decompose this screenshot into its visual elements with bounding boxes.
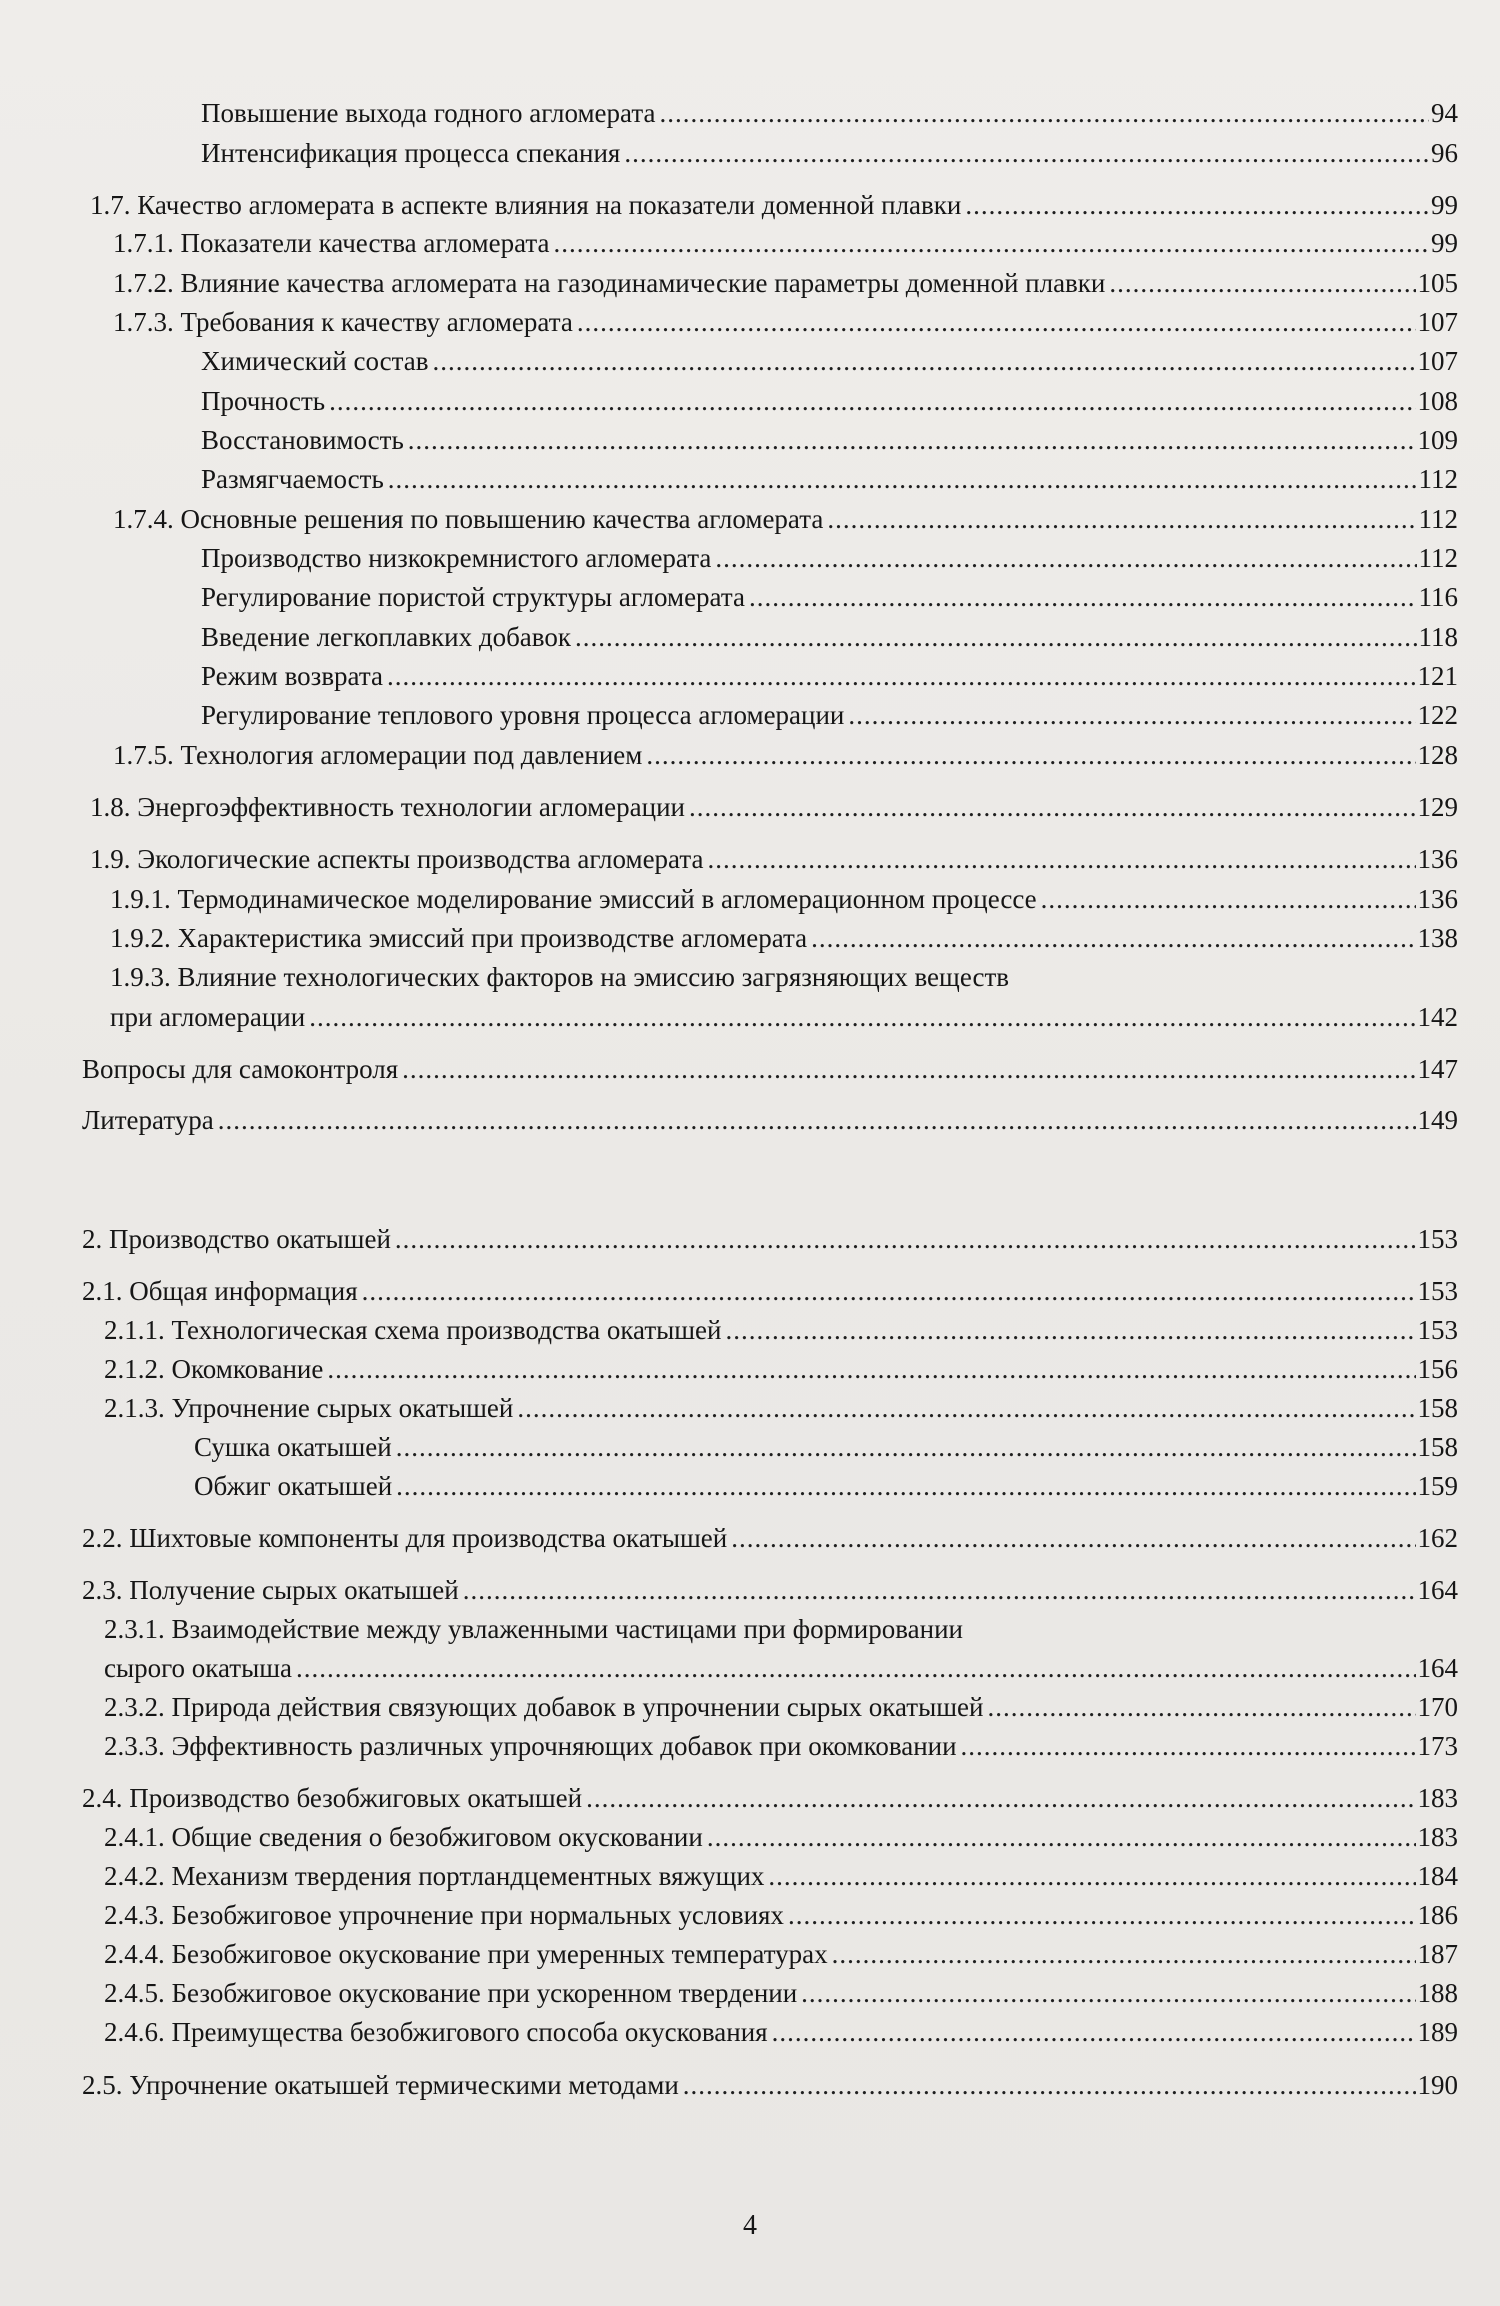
toc-entry xyxy=(113,305,1458,339)
toc-entry-title: Химический состав xyxy=(201,346,429,376)
toc-entry-page: 136 xyxy=(1417,884,1458,914)
toc-entry-title: Прочность xyxy=(201,386,326,416)
toc-entry-title: при агломерации xyxy=(110,1002,306,1032)
toc-entry-page: 112 xyxy=(1418,543,1458,573)
toc-entry-title: Регулирование пористой структуры агломерата xyxy=(201,582,745,612)
toc-entry-page: 108 xyxy=(1417,386,1458,416)
toc-entry-title: 1.8. Энергоэффективность технологии агломерации xyxy=(90,792,685,822)
toc-entry xyxy=(104,1391,1458,1425)
toc-leader-dots xyxy=(309,1000,1415,1034)
toc-entry-page: 186 xyxy=(1417,1900,1458,1930)
toc-entry xyxy=(201,620,1458,654)
toc-entry-page: 189 xyxy=(1417,2017,1458,2047)
toc-leader-dots xyxy=(646,738,1415,772)
toc-entry xyxy=(110,1000,1458,1034)
toc-entry xyxy=(104,2015,1458,2049)
toc-entry-page: 128 xyxy=(1417,740,1458,770)
toc-entry xyxy=(201,580,1458,614)
toc-entry-title: 2.1.3. Упрочнение сырых окатышей xyxy=(104,1393,514,1423)
toc-entry xyxy=(82,1222,1458,1256)
toc-entry-title: 1.7.3. Требования к качеству агломерата xyxy=(113,307,573,337)
toc-leader-dots xyxy=(987,1690,1415,1724)
toc-entry-page: 190 xyxy=(1417,2070,1458,2100)
toc-leader-dots xyxy=(731,1521,1415,1555)
toc-entry xyxy=(104,1898,1458,1932)
toc-leader-dots xyxy=(832,1937,1416,1971)
toc-leader-dots xyxy=(659,96,1429,130)
toc-entry xyxy=(82,2068,1458,2102)
toc-leader-dots xyxy=(726,1313,1416,1347)
toc-entry-title: 1.9.2. Характеристика эмиссий при производстве агломерата xyxy=(110,923,808,953)
toc-leader-dots xyxy=(463,1573,1416,1607)
toc-leader-dots xyxy=(327,1352,1415,1386)
toc-entry xyxy=(201,423,1458,457)
toc-entry-page: 158 xyxy=(1417,1432,1458,1462)
toc-entry-title: Интенсификация процесса спекания xyxy=(201,138,621,168)
toc-entry-page: 138 xyxy=(1417,923,1458,953)
toc-entry xyxy=(104,1352,1458,1386)
toc-leader-dots xyxy=(402,1052,1415,1086)
toc-entry-title: Литература xyxy=(82,1105,214,1135)
toc-entry-title: Производство низкокремнистого агломерата xyxy=(201,543,712,573)
toc-entry xyxy=(110,921,1458,955)
toc-entry-title: 2.1.1. Технологическая схема производства окатышей xyxy=(104,1315,722,1345)
toc-leader-dots xyxy=(707,1820,1416,1854)
toc-leader-dots xyxy=(848,698,1415,732)
toc-entry-title: 1.9.1. Термодинамическое моделирование эмиссий в агломерационном процессе xyxy=(110,884,1037,914)
toc-leader-dots xyxy=(553,226,1429,260)
toc-entry-page: 164 xyxy=(1417,1575,1458,1605)
toc-entry xyxy=(82,1103,1458,1137)
toc-entry-page: 142 xyxy=(1417,1002,1458,1032)
toc-entry xyxy=(194,1430,1458,1464)
toc-entry xyxy=(104,1729,1458,1763)
toc-entry-page: 159 xyxy=(1417,1471,1458,1501)
toc-leader-dots xyxy=(689,790,1416,824)
toc-entry-title: 2.3.2. Природа действия связующих добавок в упрочнении сырых окатышей xyxy=(104,1692,984,1722)
toc-leader-dots xyxy=(768,1859,1415,1893)
toc-entry-title: Введение легкоплавких добавок xyxy=(201,622,571,652)
toc-entry-page: 183 xyxy=(1417,1822,1458,1852)
toc-entry xyxy=(104,1976,1458,2010)
toc-entry-title: Сушка окатышей xyxy=(194,1432,392,1462)
toc-entry-page: 116 xyxy=(1418,582,1458,612)
toc-entry-title: 2.1. Общая информация xyxy=(82,1276,358,1306)
toc-entry xyxy=(201,541,1458,575)
toc-entry xyxy=(194,1469,1458,1503)
toc-entry xyxy=(201,344,1458,378)
toc-entry xyxy=(82,1274,1458,1308)
toc-entry xyxy=(201,96,1458,130)
toc-entry-title: 2. Производство окатышей xyxy=(82,1224,391,1254)
toc-leader-dots xyxy=(362,1274,1416,1308)
toc-entry-title: 2.4.2. Механизм твердения портландцементных вяжущих xyxy=(104,1861,765,1891)
toc-entry-page: 162 xyxy=(1417,1523,1458,1553)
toc-leader-dots xyxy=(395,1222,1416,1256)
toc-leader-dots xyxy=(387,659,1416,693)
toc-entry-page: 118 xyxy=(1418,622,1458,652)
toc-entry-page: 129 xyxy=(1417,792,1458,822)
toc-leader-dots xyxy=(749,580,1417,614)
toc-leader-dots xyxy=(432,344,1415,378)
toc-entry xyxy=(82,1052,1458,1086)
toc-entry-title: 1.7.5. Технология агломерации под давлением xyxy=(113,740,643,770)
toc-entry xyxy=(82,1573,1458,1607)
toc-entry-page: 187 xyxy=(1417,1939,1458,1969)
toc-entry xyxy=(104,1859,1458,1893)
toc-entry-page: 173 xyxy=(1417,1731,1458,1761)
toc-entry-page: 136 xyxy=(1417,844,1458,874)
toc-entry-title: 2.4.3. Безобжиговое упрочнение при нормальных условиях xyxy=(104,1900,784,1930)
toc-leader-dots xyxy=(575,620,1417,654)
toc-entry-page: 158 xyxy=(1417,1393,1458,1423)
toc-entry-page: 99 xyxy=(1431,228,1458,258)
toc-entry-title: 2.5. Упрочнение окатышей термическими методами xyxy=(82,2070,679,2100)
toc-leader-dots xyxy=(218,1103,1416,1137)
toc-leader-dots xyxy=(396,1430,1416,1464)
toc-entry xyxy=(113,502,1458,536)
toc-entry-page: 109 xyxy=(1417,425,1458,455)
toc-entry xyxy=(201,384,1458,418)
toc-entry-title-line: 1.9.3. Влияние технологических факторов на эмиссию загрязняющих веществ xyxy=(110,962,1010,992)
toc-entry-page: 94 xyxy=(1431,98,1458,128)
toc-entry-page: 149 xyxy=(1417,1105,1458,1135)
page-number: 4 xyxy=(743,2210,757,2241)
toc-entry-page: 112 xyxy=(1418,464,1458,494)
toc-entry xyxy=(113,266,1458,300)
toc-entry-page: 184 xyxy=(1417,1861,1458,1891)
toc-leader-dots xyxy=(296,1651,1416,1685)
toc-entry-page: 122 xyxy=(1417,700,1458,730)
toc-entry-title: Режим возврата xyxy=(201,661,383,691)
toc-entry-page: 156 xyxy=(1417,1354,1458,1384)
toc-entry-title: 1.9. Экологические аспекты производства агломерата xyxy=(90,844,704,874)
toc-entry-page: 99 xyxy=(1431,190,1458,220)
toc-leader-dots xyxy=(586,1781,1415,1815)
toc-entry-title: 2.4.6. Преимущества безобжигового способа окускования xyxy=(104,2017,768,2047)
toc-entry-title: 2.3.3. Эффективность различных упрочняющих добавок при окомковании xyxy=(104,1731,957,1761)
toc-entry-title: Повышение выхода годного агломерата xyxy=(201,98,656,128)
toc-entry-title: 2.2. Шихтовые компоненты для производства окатышей xyxy=(82,1523,728,1553)
toc-entry-title: Восстановимость xyxy=(201,425,404,455)
toc-entry xyxy=(104,1937,1458,1971)
toc-leader-dots xyxy=(683,2068,1416,2102)
toc-leader-dots xyxy=(517,1391,1415,1425)
toc-leader-dots xyxy=(408,423,1416,457)
toc-entry xyxy=(113,738,1458,772)
toc-entry xyxy=(104,1313,1458,1347)
toc-entry xyxy=(104,1651,1458,1685)
toc-leader-dots xyxy=(965,188,1429,222)
toc-leader-dots xyxy=(715,541,1416,575)
toc-entry xyxy=(201,659,1458,693)
toc-leader-dots xyxy=(707,842,1415,876)
toc-entry-title: 2.1.2. Окомкование xyxy=(104,1354,324,1384)
toc-entry-page: 153 xyxy=(1417,1276,1458,1306)
toc-entry xyxy=(113,226,1458,260)
toc-entry-title: 1.7. Качество агломерата в аспекте влияния на показатели доменной плавки xyxy=(90,190,962,220)
toc-leader-dots xyxy=(624,136,1429,170)
toc-leader-dots xyxy=(961,1729,1416,1763)
toc-entry-title: 2.4.5. Безобжиговое окускование при ускоренном твердении xyxy=(104,1978,798,2008)
toc-entry xyxy=(201,462,1458,496)
toc-entry-page: 107 xyxy=(1417,307,1458,337)
toc-entry xyxy=(90,842,1458,876)
toc-entry-title: сырого окатыша xyxy=(104,1653,292,1683)
toc-entry-page: 107 xyxy=(1417,346,1458,376)
toc-entry-title: Вопросы для самоконтроля xyxy=(82,1054,399,1084)
toc-entry xyxy=(201,136,1458,170)
toc-entry-title: Обжиг окатышей xyxy=(194,1471,393,1501)
toc-entry xyxy=(104,1690,1458,1724)
toc-entry-page: 183 xyxy=(1417,1783,1458,1813)
toc-leader-dots xyxy=(772,2015,1416,2049)
toc-entry xyxy=(110,882,1458,916)
toc-entry-title: 2.3. Получение сырых окатышей xyxy=(82,1575,459,1605)
toc-leader-dots xyxy=(788,1898,1416,1932)
toc-leader-dots xyxy=(577,305,1416,339)
toc-entry-page: 105 xyxy=(1417,268,1458,298)
toc-entry-title: 2.4.4. Безобжиговое окускование при умеренных температурах xyxy=(104,1939,828,1969)
toc-entry-page: 121 xyxy=(1417,661,1458,691)
toc-entry-page: 147 xyxy=(1417,1054,1458,1084)
toc-entry-page: 112 xyxy=(1418,504,1458,534)
toc-entry-page: 164 xyxy=(1417,1653,1458,1683)
toc-entry xyxy=(82,1521,1458,1555)
toc-entry-page: 153 xyxy=(1417,1315,1458,1345)
toc-entry-title: 2.4. Производство безобжиговых окатышей xyxy=(82,1783,583,1813)
toc-leader-dots xyxy=(801,1976,1415,2010)
toc-entry-page: 188 xyxy=(1417,1978,1458,2008)
toc-entry-page: 96 xyxy=(1431,138,1458,168)
toc-entry-title: Размягчаемость xyxy=(201,464,384,494)
toc-entry xyxy=(104,1820,1458,1854)
toc-entry-title: 1.7.2. Влияние качества агломерата на газодинамические параметры доменной плавки xyxy=(113,268,1106,298)
toc-entry-title: Регулирование теплового уровня процесса агломерации xyxy=(201,700,845,730)
toc-leader-dots xyxy=(811,921,1415,955)
toc-entry-title-line: 2.3.1. Взаимодействие между увлаженными частицами при формировании xyxy=(104,1614,963,1644)
toc-entry-title: 1.7.4. Основные решения по повышению качества агломерата xyxy=(113,504,824,534)
toc-leader-dots xyxy=(1041,882,1416,916)
toc-entry xyxy=(201,698,1458,732)
toc-entry-page: 153 xyxy=(1417,1224,1458,1254)
toc-entry-title: 2.4.1. Общие сведения о безобжиговом окусковании xyxy=(104,1822,703,1852)
toc-leader-dots xyxy=(396,1469,1415,1503)
toc-entry xyxy=(90,188,1458,222)
toc-leader-dots xyxy=(827,502,1416,536)
toc-entry xyxy=(90,790,1458,824)
toc-entry xyxy=(82,1781,1458,1815)
toc-entry-page: 170 xyxy=(1417,1692,1458,1722)
toc-leader-dots xyxy=(329,384,1415,418)
toc-leader-dots xyxy=(388,462,1417,496)
toc-leader-dots xyxy=(1109,266,1415,300)
toc-entry-title: 1.7.1. Показатели качества агломерата xyxy=(113,228,550,258)
